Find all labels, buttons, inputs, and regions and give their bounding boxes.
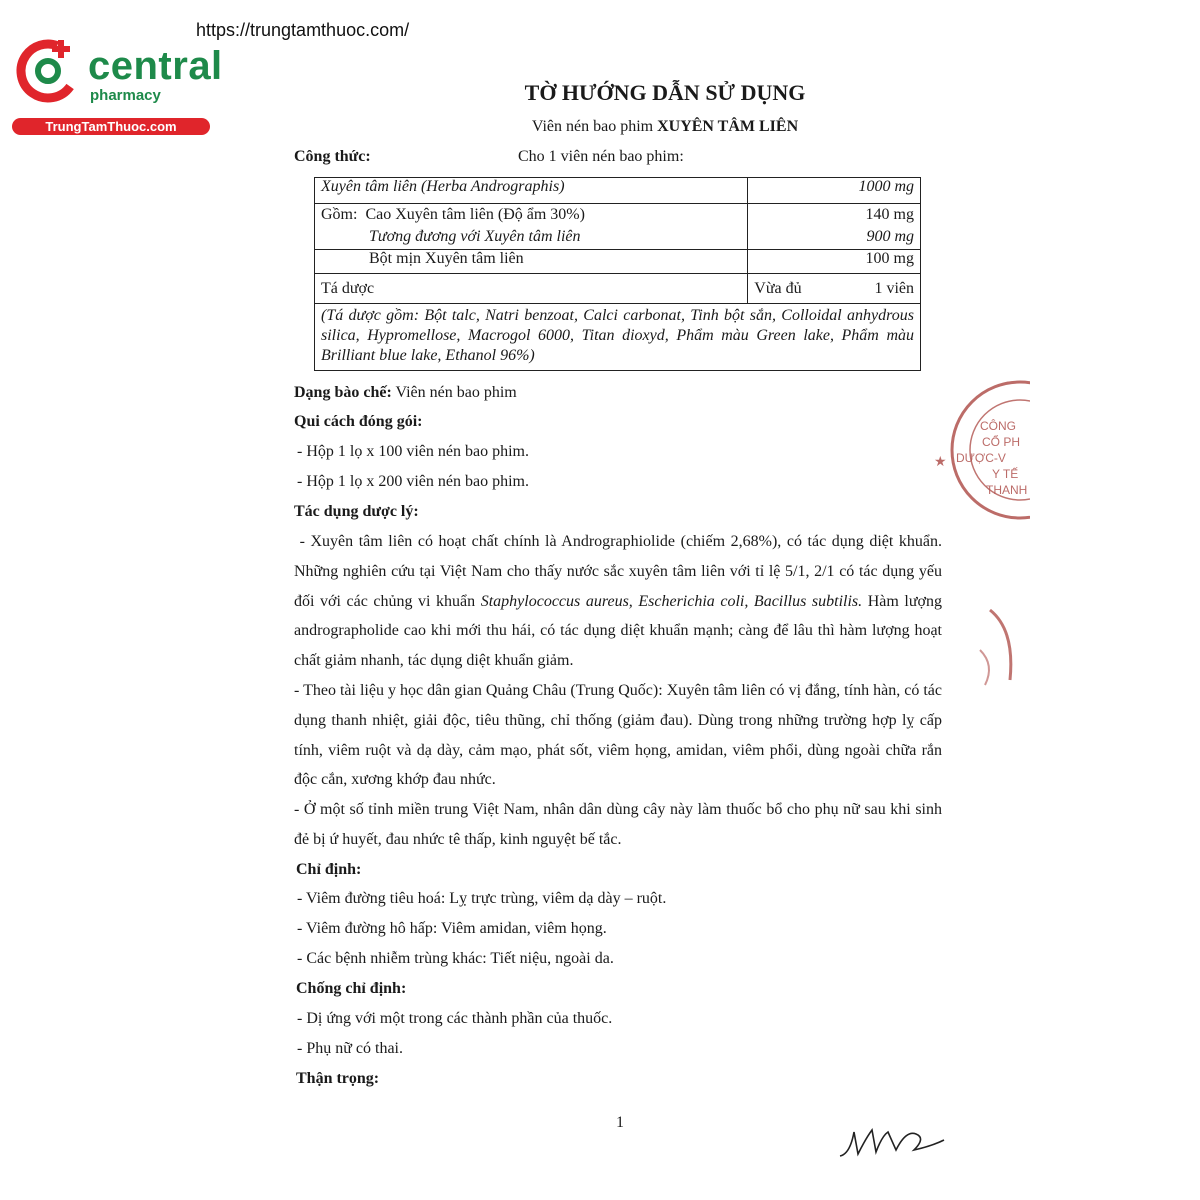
- document-subtitle: Viên nén bao phim XUYÊN TÂM LIÊN: [531, 118, 799, 135]
- table-row: [315, 304, 921, 371]
- pharmacology-label: Tác dụng dược lý:: [294, 503, 419, 520]
- formula-table: [314, 177, 921, 371]
- ingredient-value: Vừa đủ 1 viên: [748, 274, 921, 304]
- caution-label: Thận trọng:: [296, 1070, 380, 1087]
- packaging-label: Qui cách đóng gói:: [294, 413, 423, 430]
- list-item: - Viêm đường tiêu hoá: Lỵ trực trùng, viêm dạ dày – ruột.: [297, 890, 667, 907]
- svg-text:DƯỢC-V: DƯỢC-V: [956, 451, 1006, 465]
- formula-for: Cho 1 viên nén bao phim:: [518, 148, 684, 165]
- indications-label: Chỉ định:: [296, 861, 362, 878]
- ingredient-name: Tá dược: [315, 274, 748, 304]
- contraindications-label: Chống chỉ định:: [296, 980, 407, 997]
- formula-label: Công thức:: [294, 148, 371, 165]
- svg-text:CỔ PH: CỔ PH: [982, 435, 1021, 449]
- page-number: 1: [616, 1114, 624, 1131]
- logo-wordmark: central: [88, 44, 223, 88]
- table-row: [315, 178, 921, 204]
- ingredient-name: Gồm: Cao Xuyên tâm liên (Độ ẩm 30%) Tương đương với Xuyên tâm liên: [315, 204, 748, 250]
- signature-icon: [836, 1120, 946, 1165]
- pharmacology-paragraph-3: - Ở một số tỉnh miền trung Việt Nam, nhân dân dùng cây này làm thuốc bổ cho phụ nữ sau khi sinh đẻ bị ứ huyết, đau nhức tê thấp, kinh nguyệt bế tắc.: [294, 801, 942, 848]
- excipients-note: (Tá dược gồm: Bột talc, Natri benzoat, Calci carbonat, Tinh bột sắn, Colloidal anhydrous silica, Hypromellose, Macrogol 6000, Titan dioxyd, Phẩm màu Green lake, Phẩm màu Brilliant blue lake, Ethanol 96%): [315, 304, 921, 371]
- svg-text:THANH: THANH: [986, 483, 1028, 497]
- equivalent-name: Tương đương với Xuyên tâm liên: [369, 228, 581, 245]
- ingredient-name: Xuyên tâm liên (Herba Andrographis): [315, 178, 748, 204]
- logo-subtitle: pharmacy: [90, 87, 161, 104]
- logo-website-bar[interactable]: TrungTamThuoc.com: [12, 118, 210, 135]
- svg-text:Y TẾ: Y TẾ: [992, 467, 1019, 481]
- list-item: - Viêm đường hô hấp: Viêm amidan, viêm họng.: [297, 920, 607, 937]
- list-item: - Hộp 1 lọ x 200 viên nén bao phim.: [297, 473, 529, 490]
- table-row: [315, 204, 921, 250]
- ingredient-value: 1000 mg: [748, 178, 921, 204]
- list-item: - Dị ứng với một trong các thành phần của thuốc.: [297, 1010, 613, 1027]
- pharmacology-paragraph-2: - Theo tài liệu y học dân gian Quảng Châu (Trung Quốc): Xuyên tâm liên có vị đắng, tính hàn, có tác dụng thanh nhiệt, giải độc, tiêu thũng, chỉ thống (giảm đau). Dùng trong những trường hợp lỵ cấp tính, viêm ruột và dạ dày, cảm mạo, phát sốt, viêm họng, amidan, viêm phổi, dùng ngoài chữa rắn độc cắn, xương khớp đau nhức.: [294, 682, 942, 789]
- list-item: - Các bệnh nhiễm trùng khác: Tiết niệu, ngoài da.: [297, 950, 614, 967]
- table-row: [315, 250, 921, 274]
- document-title: TỜ HƯỚNG DẪN SỬ DỤNG: [524, 80, 806, 105]
- ingredient-name: Bột mịn Xuyên tâm liên: [315, 250, 748, 274]
- svg-text:CÔNG: CÔNG: [980, 419, 1016, 433]
- ingredient-value: 100 mg: [748, 250, 921, 274]
- pharmacology-paragraph-1: - Xuyên tâm liên có hoạt chất chính là Andrographiolide (chiếm 2,68%), có tác dụng diệt khuẩn. Những nghiên cứu tại Việt Nam cho thấy nước sắc xuyên tâm liên với tỉ lệ 5/1, 2/1 có tác dụng yếu đối với các chủng vi khuẩn Staphylococcus aureus, Escherichia coli, Bacillus subtilis. Hàm lượng andrographolide cao khi mới thu hái, có tác dụng diệt khuẩn mạnh; càng để lâu thì hàm lượng hoạt chất giảm nhanh, tác dụng diệt khuẩn giảm.: [294, 533, 943, 670]
- source-url[interactable]: https://trungtamthuoc.com/: [196, 20, 410, 40]
- ingredient-value: 140 mg 900 mg: [748, 204, 921, 250]
- svg-text:★: ★: [934, 453, 947, 469]
- table-row: [315, 274, 921, 304]
- dosage-form: Dạng bào chế: Viên nén bao phim: [294, 384, 517, 401]
- list-item: - Hộp 1 lọ x 100 viên nén bao phim.: [297, 443, 529, 460]
- list-item: - Phụ nữ có thai.: [297, 1040, 403, 1057]
- company-stamp-icon: [920, 380, 1030, 700]
